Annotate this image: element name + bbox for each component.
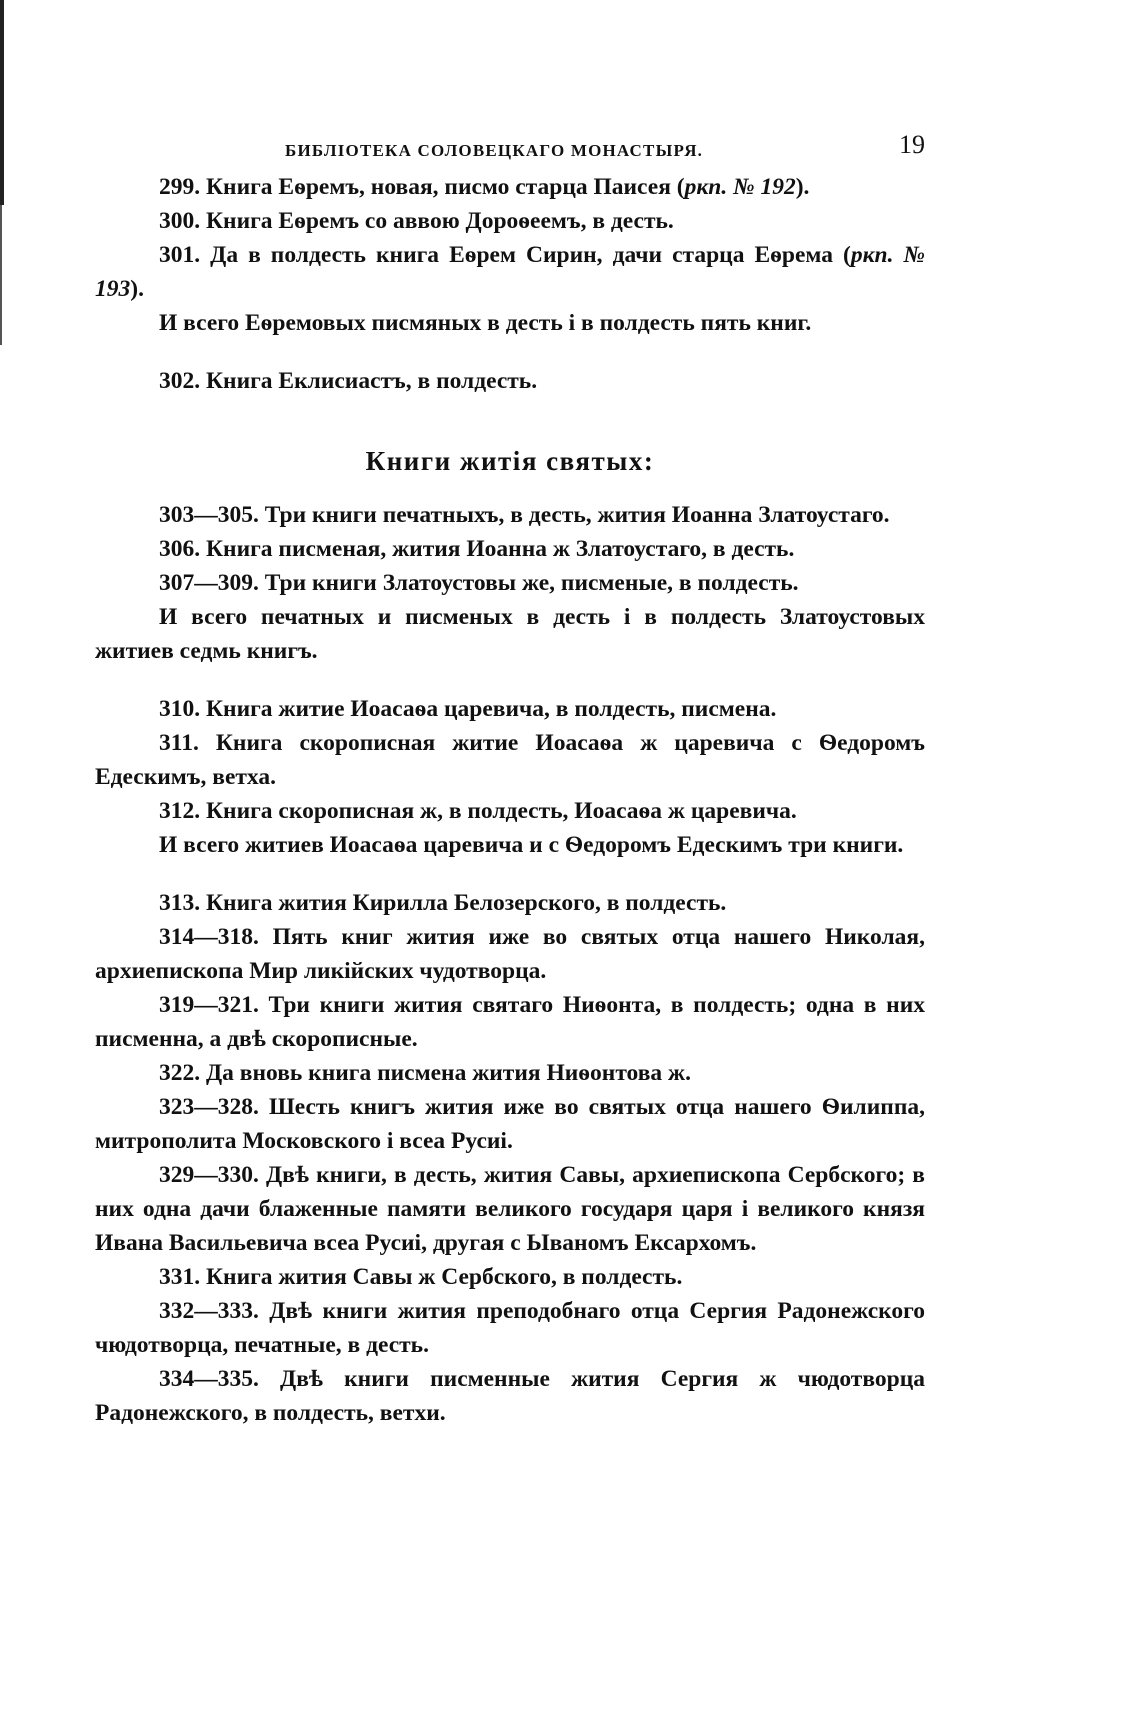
entry-329: 329—330. Двѣ книги, в десть, жития Савы, архиепископа Сербского; в них одна дачи блаженные памяти великого государя царя і великого князя Ивана Васильевича всеа Русиі, другая с Ываномъ Ексархомъ. bbox=[95, 1162, 925, 1256]
entry-313: 313. Книга жития Кирилла Белозерского, в полдесть. bbox=[159, 890, 727, 916]
page-number: 19 bbox=[899, 130, 925, 159]
entry-302: 302. Книга Еклисиастъ, в полдесть. bbox=[159, 368, 538, 394]
entry-312: 312. Книга скорописная ж, в полдесть, Иоасаѳа ж царевича. bbox=[159, 798, 797, 824]
entry-334: 334—335. Двѣ книги писменные жития Сергия ж чюдотворца Радонежского, в полдесть, ветхи. bbox=[95, 1366, 925, 1426]
entry-314: 314—318. Пять книг жития иже во святых отца нашего Николая, архиепископа Мир ликійских чудотворца. bbox=[95, 924, 925, 984]
entry-319: 319—321. Три книги жития святаго Ниѳонта, в полдесть; одна в них писменна, а двѣ скорописные. bbox=[95, 992, 925, 1052]
entry-301: 301. Да в полдесть книга Еѳрем Сирин, дачи старца Еѳрема (ркп. № 193). bbox=[95, 242, 926, 302]
manuscript-ref: ркп. № 192 bbox=[684, 174, 796, 200]
entry-303: 303—305. Три книги печатныхъ, в десть, жития Иоанна Златоустаго. bbox=[159, 502, 890, 528]
section-title: Книги житія святых: bbox=[365, 446, 655, 476]
entry-299: 299. Книга Еѳремъ, новая, писмо старца Паисея (ркп. № 192). bbox=[159, 174, 810, 200]
scan-edge-shadow bbox=[0, 0, 4, 205]
entry-310: 310. Книга житие Иоасаѳа царевича, в полдесть, писмена. bbox=[159, 696, 777, 722]
entry-306: 306. Книга писменая, жития Иоанна ж Златоустаго, в десть. bbox=[159, 536, 795, 562]
total-ioasaf: И всего житиев Иоасаѳа царевича и с Ѳедоромъ Едескимъ три книги. bbox=[159, 832, 904, 858]
entry-323: 323—328. Шесть книгъ жития иже во святых отца нашего Ѳилиппа, митрополита Московского і всеа Русиі. bbox=[95, 1094, 925, 1154]
entry-311: 311. Книга скорописная житие Иоасаѳа ж царевича с Ѳедоромъ Едескимъ, ветха. bbox=[95, 730, 925, 790]
document-page bbox=[95, 128, 925, 1430]
entry-300: 300. Книга Еѳремъ со аввою Дороѳеемъ, в десть. bbox=[159, 208, 674, 234]
running-title: БИБЛІОТЕКА СОЛОВЕЦКАГО МОНАСТЫРЯ. bbox=[285, 141, 704, 160]
manuscript-ref: ркп. № 193 bbox=[95, 242, 926, 302]
entry-307: 307—309. Три книги Златоустовы же, писменые, в полдесть. bbox=[159, 570, 799, 596]
total-zlatoust: И всего печатных и писменых в десть і в полдесть Златоустовых житиев седмь книгъ. bbox=[95, 604, 925, 664]
entry-331: 331. Книга жития Савы ж Сербского, в полдесть. bbox=[159, 1264, 683, 1290]
page-header bbox=[95, 128, 925, 170]
scan-edge-shadow-lower bbox=[0, 205, 2, 345]
total-efrem: И всего Еѳремовых писмяных в десть і в полдесть пять книг. bbox=[159, 310, 812, 336]
entry-332: 332—333. Двѣ книги жития преподобнаго отца Сергия Радонежского чюдотворца, печатные, в десть. bbox=[95, 1298, 925, 1358]
entry-322: 322. Да вновь книга писмена жития Ниѳонтова ж. bbox=[159, 1060, 691, 1086]
